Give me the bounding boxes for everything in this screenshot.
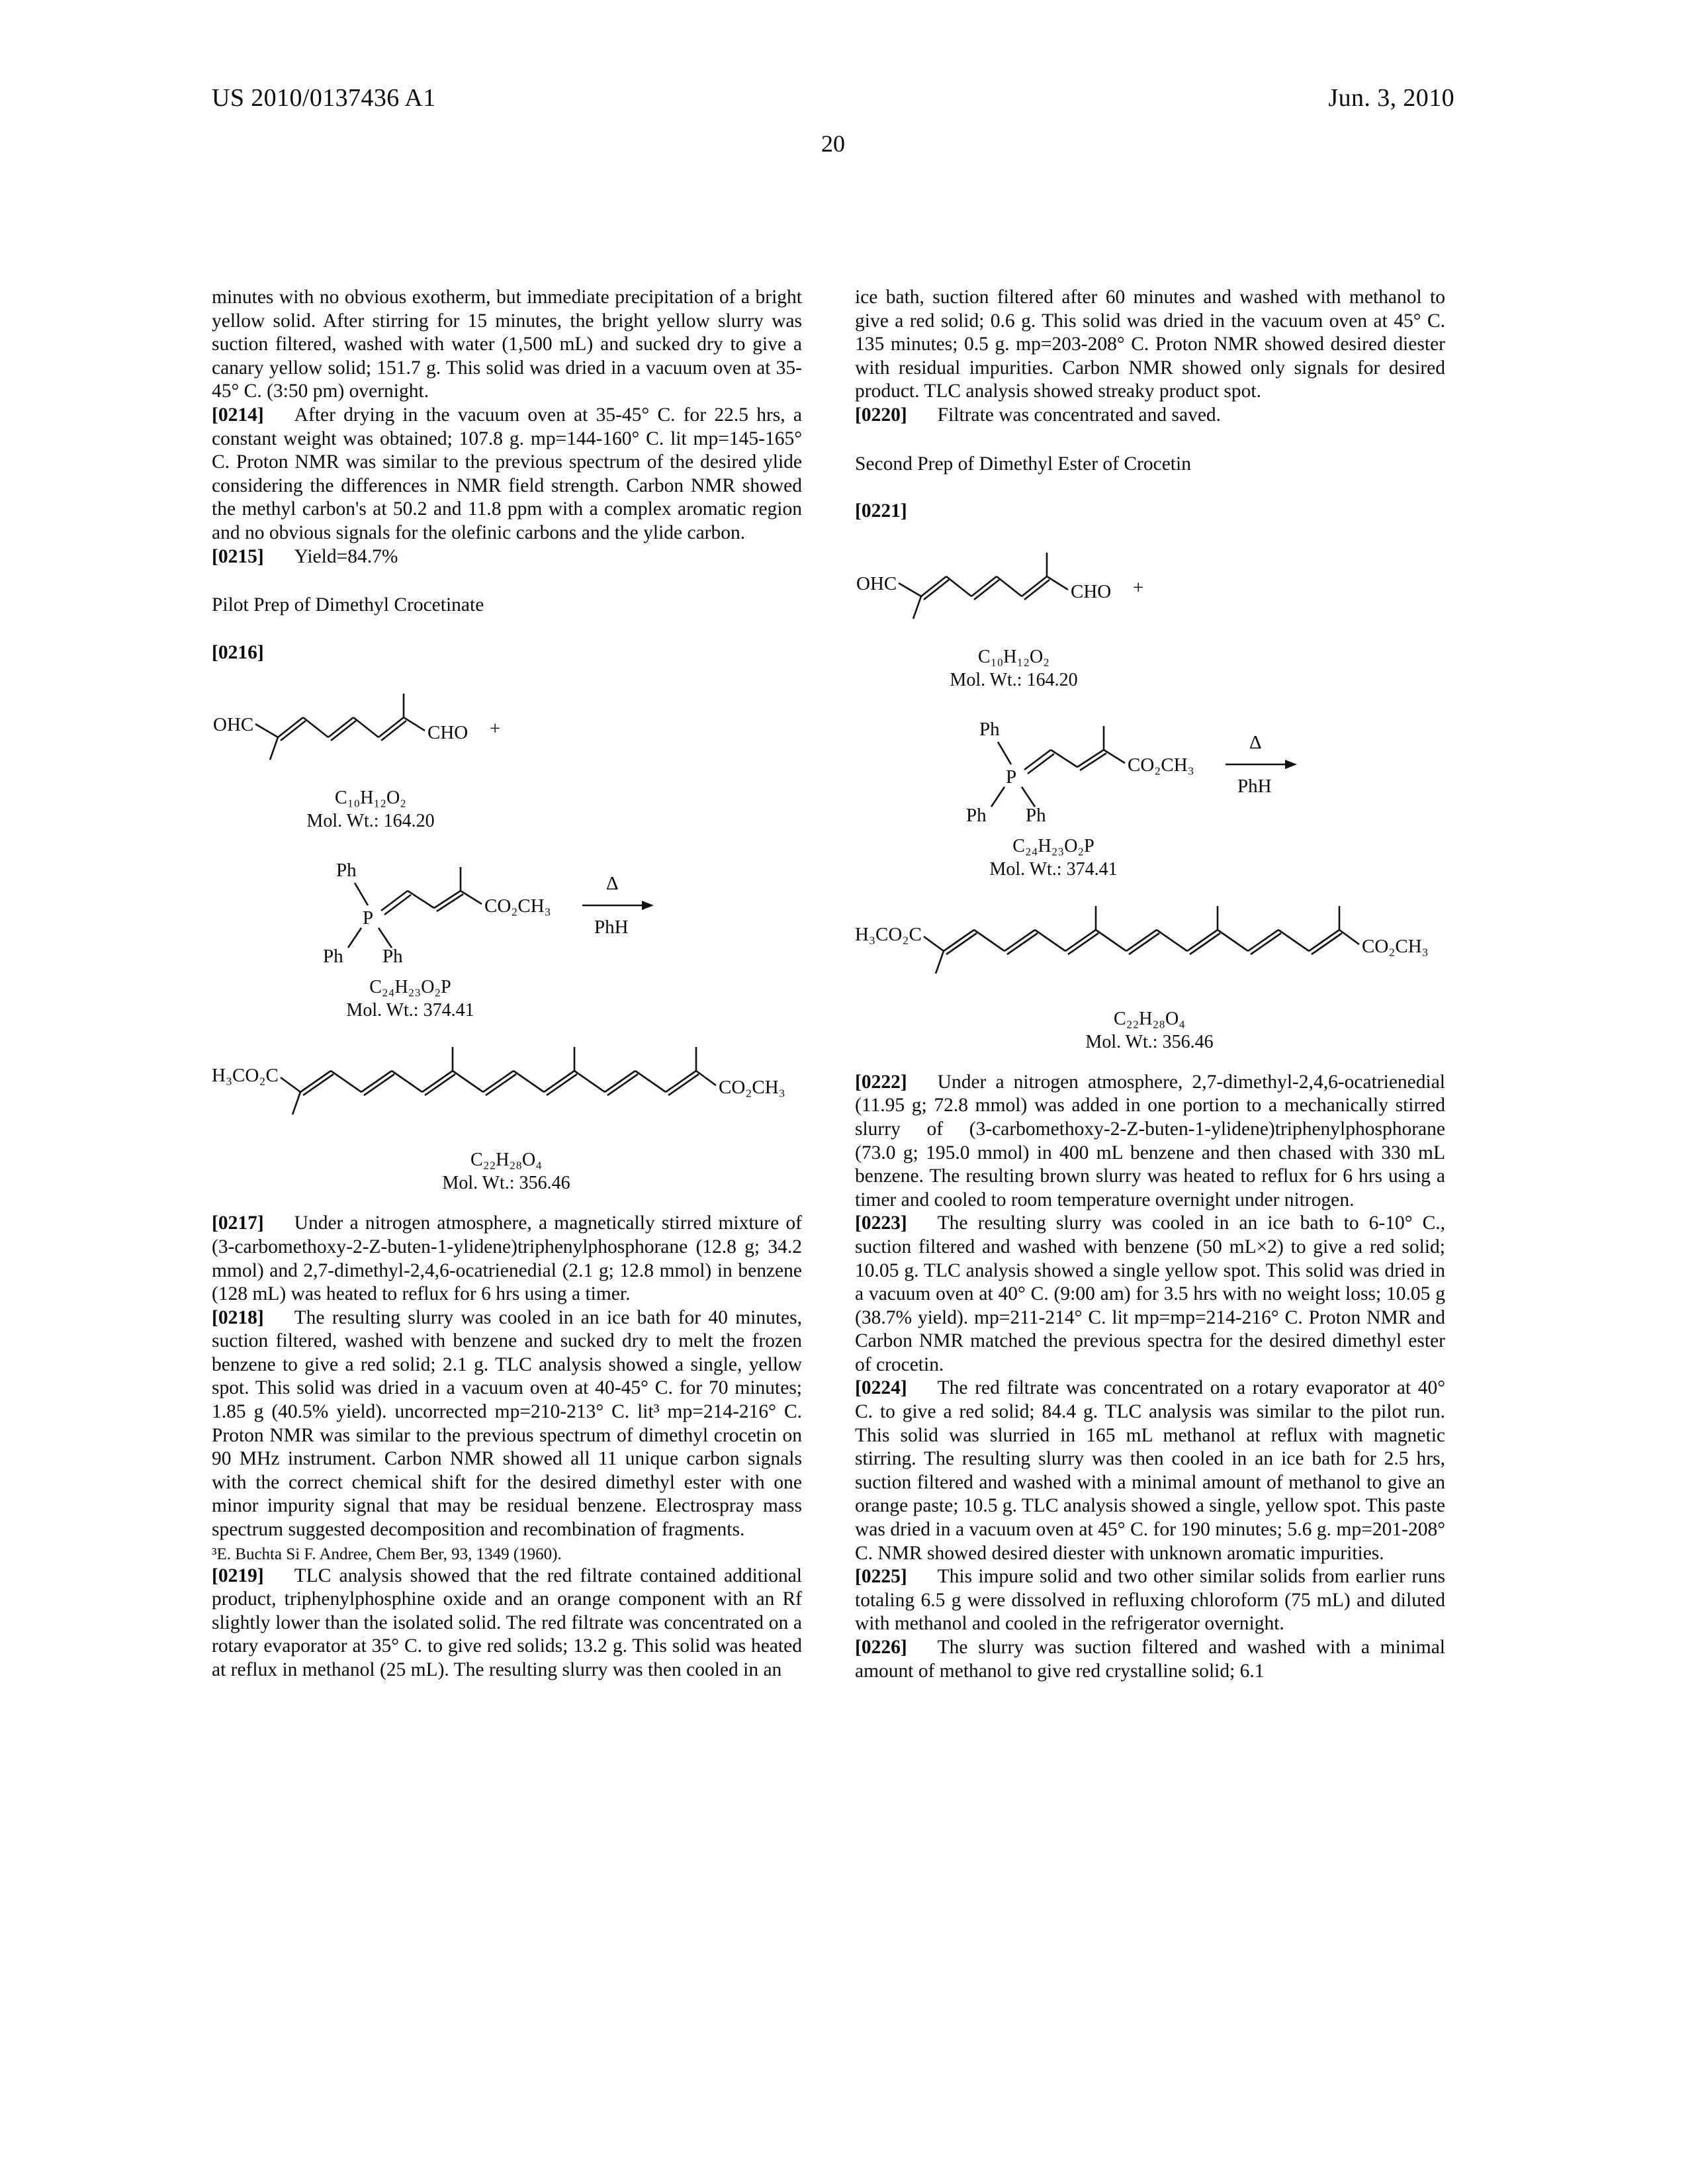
phenyl-right-label: Ph [1026, 804, 1046, 826]
footnote-citation: ³E. Buchta Si F. Andree, Chem Ber, 93, 1349 (1960). [212, 1545, 562, 1563]
product-drawing [855, 898, 1444, 1007]
paragraph-number: [0224] [855, 1377, 907, 1399]
paragraph-number: [0214] [212, 404, 264, 426]
reaction-arrow [582, 901, 654, 910]
right-column [855, 286, 1445, 1683]
product-formula: C₂₂H₂₈O₄ [1114, 1008, 1185, 1029]
product-left-label: H₃CO₂C [212, 1065, 279, 1087]
publication-number: US 2010/0137436 A1 [212, 84, 436, 112]
paragraph-text: The red filtrate was concentrated on a rotary evaporator at 40° C. to give a red solid; 84.4 g. TLC analysis was similar to the pilot run. This solid was slurried in 165 mL methanol at reflux with magnetic stirring. The resulting slurry was then cooled in an ice bath for 2.5 hrs, suction filtered and washed with a minimal amount of methanol to give an orange paste; 10.5 g. TLC analysis showed a single, yellow spot. This paste was dried in a vacuum oven at 45° C. for 190 minutes; 5.6 g. mp=201-208° C. NMR showed desired diester with unknown aromatic impurities. [855, 1377, 1445, 1564]
ester-label: CO₂CH₃ [484, 895, 551, 917]
product-left-label: H₃CO₂C [855, 923, 922, 945]
product-structure [855, 898, 1445, 1054]
page-number: 20 [821, 130, 845, 157]
solvent-label: PhH [594, 917, 629, 938]
phosphorane-caption [212, 976, 609, 1022]
paragraph-number: [0222] [855, 1071, 907, 1093]
paragraph-number: [0225] [855, 1566, 907, 1588]
paragraph-number: [0220] [855, 404, 907, 426]
product-caption [212, 1148, 801, 1195]
paragraph-0225 [855, 1565, 1445, 1636]
paragraph-text: Yield=84.7% [294, 545, 398, 567]
phosphorane-structure [212, 850, 802, 1022]
paragraph-0226 [855, 1636, 1445, 1683]
product-mol-wt: Mol. Wt.: 356.46 [442, 1173, 570, 1194]
phenyl-top-label: Ph [336, 860, 357, 882]
dialdehyde-skeleton [255, 694, 425, 760]
plus-sign: + [490, 718, 501, 740]
ester-label: CO₂CH₃ [1128, 754, 1194, 776]
paragraph-number: [0221] [855, 500, 907, 522]
paragraph-number: [0226] [855, 1637, 907, 1658]
phosphorane-drawing [855, 709, 1318, 835]
page-header [212, 83, 1454, 113]
paragraph-text: Under a nitrogen atmosphere, 2,7-dimethyl-2,4,6-ocatrienedial (11.95 g; 72.8 mmol) was added in one portion to a mechanically stirred slurry of (3-carbomethoxy-2-Z-buten-1-ylidene)triphenylphosphorane (73.0 g; 195.0 mmol) in 400 mL benzene and then chased with 330 mL benzene. The resulting brown slurry was heated to reflux for 6 hrs using a timer and cooled to room temperature overnight under nitrogen. [855, 1071, 1445, 1210]
product-drawing [212, 1039, 801, 1148]
section-heading-second-prep: Second Prep of Dimethyl Ester of Crocetin [855, 453, 1191, 475]
paragraph-text: Filtrate was concentrated and saved. [937, 404, 1222, 426]
dialdehyde-skeleton [899, 553, 1068, 619]
paragraph-number: [0215] [212, 545, 264, 567]
phosphorane-formula: C₂₄H₂₃O₂P [369, 977, 451, 998]
aldehyde-left-label: OHC [856, 572, 897, 594]
phosphorane-structure [855, 709, 1445, 881]
section-heading-pilot-prep: Pilot Prep of Dimethyl Crocetinate [212, 594, 484, 616]
publication-date: Jun. 3, 2010 [1328, 84, 1454, 112]
paragraph-0215 [212, 545, 802, 569]
paragraph-0218 [212, 1306, 802, 1542]
phenyl-right-label: Ph [382, 946, 403, 968]
paragraph-0224 [855, 1377, 1445, 1565]
aldehyde-right-label: CHO [427, 722, 468, 744]
paragraph-number: [0217] [212, 1212, 264, 1234]
paragraph-0219 [212, 1565, 802, 1682]
paragraph-0216 [212, 641, 802, 665]
product-skeleton [924, 906, 1359, 974]
paragraph-text: After drying in the vacuum oven at 35-45° C. for 22.5 hrs, a constant weight was obtained; 107.8 g. mp=144-160° C. lit mp=145-165° C. Proton NMR was similar to the previous spectrum of the desired ylide considering the differences in NMR field strength. Carbon NMR showed the methyl carbon's at 50.2 and 11.8 ppm with a complex aromatic region and no obvious signals for the olefinic carbons and the ylide carbon. [212, 404, 802, 543]
reaction-arrow [1226, 760, 1297, 769]
reaction-scheme-pilot [212, 687, 802, 1195]
phosphorane-drawing [212, 850, 675, 976]
phosphorane-caption [855, 835, 1252, 881]
dialdehyde-formula: C₁₀H₁₂O₂ [978, 646, 1049, 667]
solvent-label: PhH [1237, 775, 1272, 797]
phosphorus-label: P [1006, 766, 1017, 788]
phosphorane-formula: C₂₄H₂₃O₂P [1012, 835, 1094, 856]
plus-sign: + [1133, 576, 1144, 598]
product-skeleton [281, 1047, 716, 1115]
dialdehyde-mol-wt: Mol. Wt.: 164.20 [306, 811, 435, 832]
paragraph-number: [0216] [212, 641, 264, 663]
paragraph-continuation: ice bath, suction filtered after 60 minutes and washed with methanol to give a red solid; 0.6 g. This solid was dried in the vacuum oven at 45° C. 135 minutes; 0.5 g. mp=203-208° C. Proton NMR showed desired diester with residual impurities. Carbon NMR showed only signals for desired product. TLC analysis showed streaky product spot. [855, 287, 1445, 402]
phosphorane-mol-wt: Mol. Wt.: 374.41 [346, 1000, 474, 1021]
dialdehyde-caption [855, 645, 1173, 692]
paragraph-number: [0219] [212, 1565, 264, 1586]
product-caption [855, 1007, 1444, 1054]
dialdehyde-drawing [212, 687, 609, 786]
phosphorus-label: P [363, 907, 374, 929]
dialdehyde-drawing [855, 546, 1252, 645]
paragraph-text: The resulting slurry was cooled in an ice bath to 6-10° C., suction filtered and washed with benzene (50 mL×2) to give a red solid; 10.05 g. TLC analysis showed a single yellow spot. This solid was dried in a vacuum oven at 40° C. (9:00 am) for 3.5 hrs with no weight loss; 10.05 g (38.7% yield). mp=211-214° C. lit mp=mp=214-216° C. Proton NMR and Carbon NMR matched the previous spectra for the desired dimethyl ester of crocetin. [855, 1212, 1445, 1375]
paragraph-text: TLC analysis showed that the red filtrate contained additional product, triphenylphosphine oxide and an orange component with an Rf slightly lower than the isolated solid. The red filtrate was concentrated on a rotary evaporator at 35° C. to give red solids; 13.2 g. This solid was heated at reflux in methanol (25 mL). The resulting slurry was then cooled in an [212, 1565, 802, 1680]
phenyl-top-label: Ph [979, 718, 1000, 740]
paragraph-text: This impure solid and two other similar solids from earlier runs totaling 6.5 g were dissolved in refluxing chloroform (75 mL) and diluted with methanol and cooled in the refrigerator overnight. [855, 1566, 1445, 1635]
paragraph-text: The slurry was suction filtered and washed with a minimal amount of methanol to give red crystalline solid; 6.1 [855, 1637, 1445, 1682]
phenyl-left-label: Ph [966, 804, 987, 826]
paragraph-0217 [212, 1212, 802, 1306]
product-right-label: CO₂CH₃ [719, 1077, 785, 1099]
paragraph-continuation: minutes with no obvious exotherm, but immediate precipitation of a bright yellow solid. After stirring for 15 minutes, the bright yellow slurry was suction filtered, washed with water (1,500 mL) and sucked dry to give a canary yellow solid; 151.7 g. This solid was dried in a vacuum oven at 35-45° C. (3:50 pm) overnight. [212, 287, 802, 402]
paragraph-0222 [855, 1071, 1445, 1212]
paragraph-text: Under a nitrogen atmosphere, a magnetically stirred mixture of (3-carbomethoxy-2-Z-buten-1-ylidene)triphenylphosphorane (12.8 g; 34.2 mmol) and 2,7-dimethyl-2,4,6-ocatrienedial (2.1 g; 12.8 mmol) in benzene (128 mL) was heated to reflux for 6 hrs using a timer. [212, 1212, 802, 1305]
paragraph-0221 [855, 500, 1445, 523]
delta-label: Δ [1249, 731, 1262, 753]
product-mol-wt: Mol. Wt.: 356.46 [1085, 1031, 1214, 1052]
reaction-scheme-second-prep [855, 546, 1445, 1054]
product-formula: C₂₂H₂₈O₄ [470, 1150, 542, 1171]
phenyl-left-label: Ph [323, 946, 343, 968]
dialdehyde-caption [212, 786, 529, 833]
delta-label: Δ [606, 873, 619, 895]
left-column [212, 286, 802, 1682]
product-right-label: CO₂CH₃ [1362, 935, 1429, 957]
product-structure [212, 1039, 802, 1195]
paragraph-number: [0223] [855, 1212, 907, 1234]
dialdehyde-structure [212, 687, 802, 833]
dialdehyde-structure [855, 546, 1445, 692]
paragraph-0214 [212, 404, 802, 545]
aldehyde-left-label: OHC [213, 714, 254, 736]
paragraph-0223 [855, 1212, 1445, 1377]
paragraph-0220 [855, 404, 1445, 428]
dialdehyde-mol-wt: Mol. Wt.: 164.20 [950, 669, 1078, 690]
dialdehyde-formula: C₁₀H₁₂O₂ [335, 788, 406, 809]
paragraph-text: The resulting slurry was cooled in an ice bath for 40 minutes, suction filtered, washed with benzene and sucked dry to melt the frozen benzene to give a red solid; 2.1 g. TLC analysis showed a single, yellow spot. This solid was dried in a vacuum oven at 40-45° C. for 70 minutes; 1.85 g (40.5% yield). uncorrected mp=210-213° C. lit³ mp=214-216° C. Proton NMR was similar to the previous spectrum of dimethyl crocetin on 90 MHz instrument. Carbon NMR showed all 11 unique carbon signals with the correct chemical shift for the desired dimethyl ester with one minor impurity signal that may be residual benzene. Electrospray mass spectrum suggested decomposition and recombination of fragments. [212, 1306, 802, 1541]
paragraph-number: [0218] [212, 1306, 264, 1328]
phosphorane-mol-wt: Mol. Wt.: 374.41 [989, 858, 1118, 880]
aldehyde-right-label: CHO [1071, 580, 1112, 602]
